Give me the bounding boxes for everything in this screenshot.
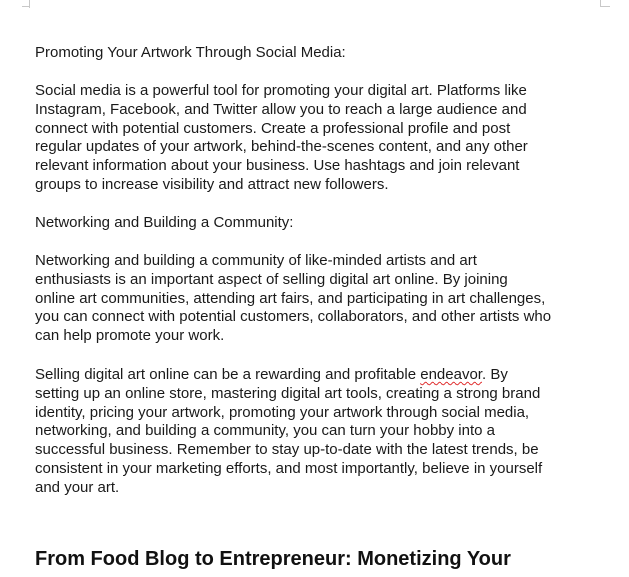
paragraph-conclusion (35, 366, 610, 498)
spellcheck-flagged-word[interactable]: endeavor (420, 366, 482, 383)
conclusion-text-end: . By setting up an online store, mastering digital art tools, creating a strong brand identity, pricing your artwork, promoting your artwork through social media, networking, and building a community, you can turn your hobby into a successful business. Remember to stay up-to-date with the latest trends, be consistent in your marketing efforts, and most importantly, believe in yourself and your art. (35, 366, 543, 496)
paragraph-networking: Networking and building a community of like-minded artists and art enthusiasts is an important aspect of selling digital art online. By joining online art communities, attending art fairs, and participating in art challenges, you can connect with potential customers, collaborators, and other artists who can help promote your work. (35, 252, 552, 345)
section-heading-social-media: Promoting Your Artwork Through Social Media: (35, 44, 346, 61)
next-article-heading: From Food Blog to Entrepreneur: Monetizing Your (35, 548, 511, 570)
conclusion-text-start: Selling digital art online can be a rewarding and profitable (35, 366, 421, 383)
page-corner-marker-left (29, 0, 30, 8)
page-corner-marker-right (600, 0, 601, 7)
paragraph-social-media: Social media is a powerful tool for promoting your digital art. Platforms like Instagram, Facebook, and Twitter allow you to reach a large audience and connect with potential customers. Create a professional profile and post regular updates of your artwork, behind-the-scenes content, and any other relevant information about your business. Use hashtags and join relevant groups to increase visibility and attract new followers. (35, 82, 528, 193)
section-heading-networking: Networking and Building a Community: (35, 214, 294, 231)
